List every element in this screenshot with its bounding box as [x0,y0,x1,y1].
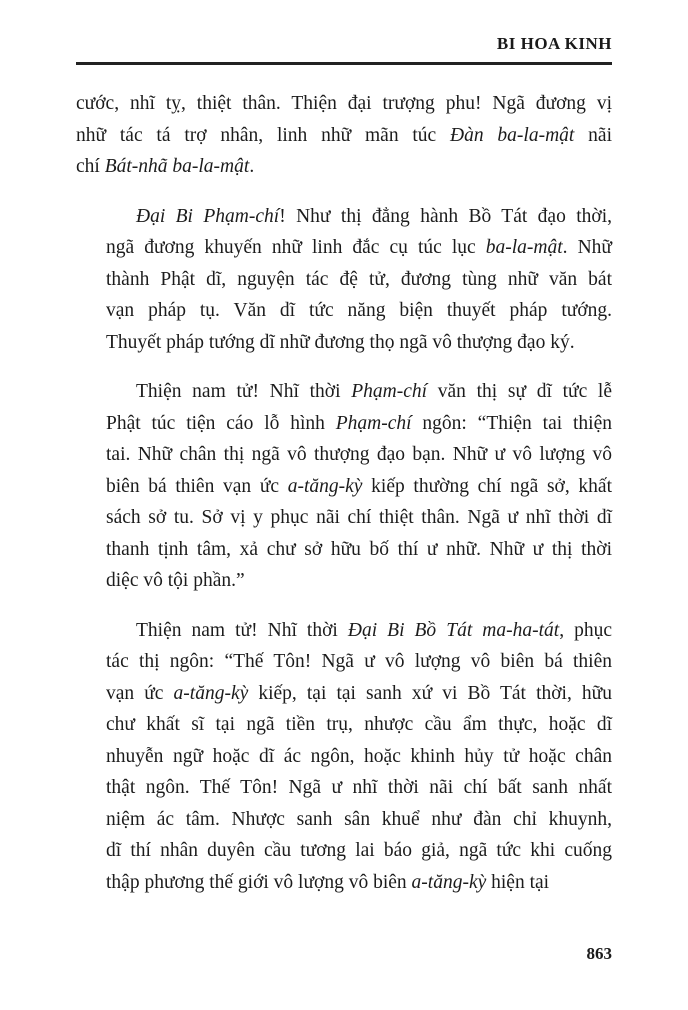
text-line [76,741,612,773]
text-line [76,867,612,899]
running-header [76,28,612,65]
text-run: ! Như thị đẳng hành Bồ Tát đạo thời, [279,205,613,227]
italic-term: ba-la-mật [485,237,563,258]
text-line [76,376,612,408]
italic-term: Đại Bi Phạm-chí [136,205,280,227]
text-run: hiện tại [486,871,550,893]
text-line [76,151,612,183]
text-line [76,201,612,233]
text-run: . Nhữ [562,237,612,258]
text-line [76,804,612,836]
paragraph [76,376,612,597]
text-line [76,232,612,264]
italic-term: a-tăng-kỳ [287,475,363,497]
text-line [76,502,612,534]
text-run: nhuyễn ngữ hoặc dĩ ác ngôn, hoặc khinh hủy tử hoặc chân [106,745,612,767]
italic-term: a-tăng-kỳ [173,682,249,704]
text-run: vạn pháp tụ. Văn dĩ tức năng biện thuyết pháp tướng. [106,300,612,321]
text-run: . [249,156,255,177]
text-line [76,120,612,152]
page-number: 863 [586,944,612,963]
text-line [76,471,612,503]
text-run: vạn ức [106,682,174,704]
text-run: Thuyết pháp tướng dĩ nhữ đương thọ ngã vô thượng đạo ký. [106,331,575,353]
paragraph [76,201,612,359]
text-run: dĩ thí nhân duyên cầu tương lai báo giả, ngã tức khi cuống [106,840,612,861]
text-line [76,534,612,566]
text-line [76,646,612,678]
text-run: biên bá thiên vạn ức [106,475,288,497]
text-line [76,615,612,647]
italic-term: Phạm-chí [351,381,428,402]
text-line [76,408,612,440]
text-line [76,439,612,471]
text-run: kiếp, tại tại sanh xứ vi Bồ Tát thời, hữu [248,682,612,704]
text-run: ngôn: “Thiện tai thiện [411,412,612,434]
text-run: thanh tịnh tâm, xả chư sở hữu bố thí ư nhữ. Nhữ ư thị thời [106,538,612,560]
text-run: sách sở tu. Sở vị y phục nãi chí thiệt thân. Ngã ư nhĩ thời dĩ [106,507,612,528]
text-line [76,835,612,867]
italic-term: Phạm-chí [335,412,412,434]
text-run: Phật túc tiện cáo lỗ hình [106,412,336,434]
text-run: thật ngôn. Thế Tôn! Ngã ư nhĩ thời nãi chí bất sanh nhất [106,777,612,798]
text-run: thành Phật dĩ, nguyện tác đệ tử, đương tùng nhữ văn bát [106,268,612,290]
text-run: chí [76,156,105,177]
text-run: tác thị ngôn: “Thế Tôn! Ngã ư vô lượng vô biên bá thiên [106,651,612,672]
text-line [76,88,612,120]
text-run: Thiện nam tử! Nhĩ thời [136,619,348,641]
text-run: , phục [559,619,613,641]
text-run: nhữ tác tá trợ nhân, linh nhữ mãn túc [76,124,451,146]
italic-term: a-tăng-kỳ [411,871,487,893]
text-run: niệm ác tâm. Nhược sanh sân khuể như đàn chỉ khuynh, [106,808,612,830]
text-line [76,772,612,804]
text-run: ngã đương khuyến nhữ linh đắc cụ túc lục [106,237,486,258]
text-run: văn thị sự dĩ tức lễ [427,381,613,402]
page-body [76,88,612,916]
text-line [76,565,612,597]
italic-term: Bát-nhã ba-la-mật [104,156,250,177]
paragraph [76,615,612,899]
text-run: thập phương thế giới vô lượng vô biên [106,871,412,893]
text-line [76,295,612,327]
italic-term: Đàn ba-la-mật [450,124,575,146]
running-header-title: BI HOA KINH [496,34,612,53]
text-run: diệc vô tội phần.” [106,570,245,591]
text-run: tai. Nhữ chân thị ngã vô thượng đạo bạn. Nhữ ư vô lượng vô [106,444,612,465]
text-line [76,264,612,296]
text-run: Thiện nam tử! Nhĩ thời [136,381,352,402]
text-line [76,327,612,359]
text-line [76,678,612,710]
text-run: kiếp thường chí ngã sở, khất [362,475,612,497]
text-run: nãi [574,124,612,146]
text-run: cước, nhĩ tỵ, thiệt thân. Thiện đại trượng phu! Ngã đương vị [76,93,612,114]
paragraph [76,88,612,183]
text-run: chư khất sĩ tại ngã tiền trụ, nhược cầu ẩm thực, hoặc dĩ [106,714,612,735]
text-line [76,709,612,741]
italic-term: Đại Bi Bồ Tát ma-ha-tát [347,619,560,641]
